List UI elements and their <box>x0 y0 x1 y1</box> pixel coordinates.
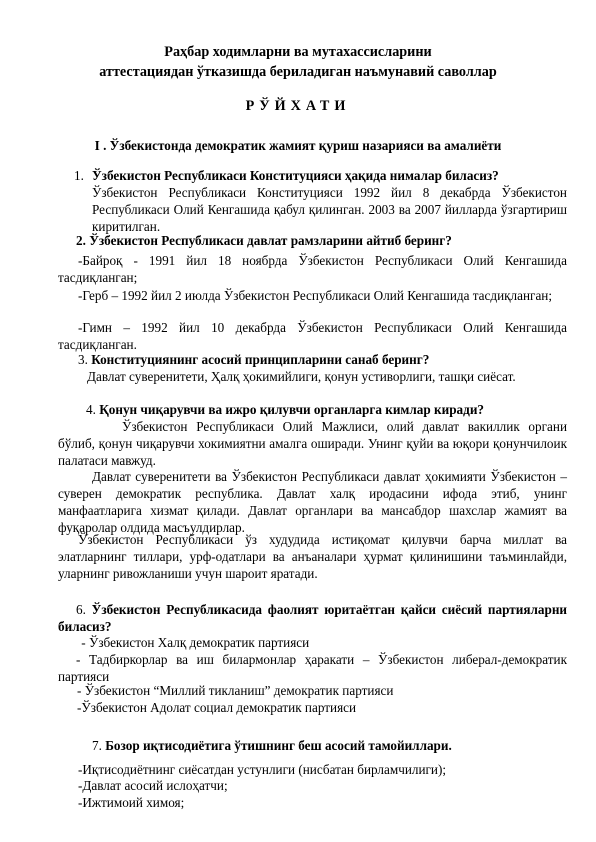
q7-number: 7. <box>92 738 102 753</box>
q2-question: Ўзбекистон Республикаси давлат рамзларини айтиб беринг? <box>89 233 452 248</box>
q4-paragraph-2: Давлат суверенитети ва Ўзбекистон Республикаси давлат ҳокимияти Ўзбекистон – суверен демократик республика. Давлат халқ иродасини ифода этиб, унинг манфаатларига хизмат қилади. Давлат органлари ва мансабдор шахслар жамият ва фуқаролар олдида масъулдирлар. <box>58 469 567 535</box>
q1-question: Ўзбекистон Республикаси Конституцияси ҳақида нималар биласиз? <box>92 168 499 183</box>
q4-question: Қонун чиқарувчи ва ижро қилувчи органларга кимлар киради? <box>99 402 485 417</box>
q3-heading <box>78 351 429 368</box>
q3-number: 3. <box>78 352 88 367</box>
q3-question: Конституциянинг асосий принципларини санаб беринг? <box>91 352 430 367</box>
q6-answer-2: - Тадбиркорлар ва иш билармонлар ҳаракати – Ўзбекистон либерал-демократик партияси <box>58 652 567 684</box>
q6-number: 6. <box>76 602 86 617</box>
q6-answer-4: -Ўзбекистон Адолат социал демократик партияси <box>77 700 357 715</box>
q6-question: Ўзбекистон Республикасида фаолият юритаётган қайси сиёсий партияларни биласиз? <box>58 602 568 634</box>
q2-answer-1: -Байроқ - 1991 йил 18 ноябрда Ўзбекистон Республикаси Олий Кенгашида тасдиқланган; <box>58 253 567 285</box>
q4-number: 4. <box>86 402 96 417</box>
q3-answer: Давлат суверенитети, Ҳалқ ҳокимийлиги, қонун устиворлиги, ташқи сиёсат. <box>87 369 516 384</box>
q7-answer-2: -Давлат асосий ислоҳатчи; <box>78 778 228 793</box>
q4-heading <box>86 401 484 418</box>
q7-heading <box>92 737 452 754</box>
q2-answer-3: -Гимн – 1992 йил 10 декабрда Ўзбекистон Республикаси Олий Кенгашида тасдиқланган. <box>58 320 567 352</box>
q1-item <box>92 167 567 235</box>
q7-answer-3: -Ижтимоий химоя; <box>78 795 185 810</box>
q4-paragraph-1: Ўзбекистон Республикаси Олий Мажлиси, олий давлат вакиллик органи бўлиб, қонун чиқарувчи хокимиятни амалга оширади. Унинг қуйи ва юқори қонунчилоик палатаси мавжуд. <box>58 419 567 468</box>
q1-number: 1. <box>74 168 84 183</box>
document-subtitle: РЎЙХАТИ <box>245 98 351 114</box>
title-line-2: аттестациядан ўтказишда бериладиган наъмунавий саволлар <box>99 64 497 80</box>
q2-heading <box>76 232 452 249</box>
q6-answer-1: - Ўзбекистон Халқ демократик партияси <box>78 635 310 650</box>
q6-answer-3: - Ўзбекистон “Миллий тикланиш” демократик партияси <box>77 683 394 698</box>
document-title <box>0 42 596 82</box>
q6-heading <box>58 601 567 635</box>
q1-answer: Ўзбекистон Республикаси Конституцияси 1992 йил 8 декабрда Ўзбекистон Республикаси Олий Кенгашида қабул қилинган. 2003 ва 2007 йилларда ўзгартириш киритилган. <box>92 185 567 234</box>
q2-number: 2. <box>76 233 86 248</box>
q7-answer-1: -Иқтисодиётнинг сиёсатдан устунлиги (нисбатан бирламчилиги); <box>78 762 447 777</box>
section-heading: I . Ўзбекистонда демократик жамият қуриш назарияси ва амалиёти <box>94 138 502 153</box>
q4-paragraph-3: Ўзбекистон Республикаси ўз худудида истиқомат қилувчи барча миллат ва элатларнинг тиллари, урф-одатлари ва анъаналари ҳурмат қилинишини таъминлайди, уларнинг ривожланиши учун шароит яратади. <box>58 532 567 581</box>
q7-question: Бозор иқтисодиётига ўтишнинг беш асосий тамойиллари. <box>105 738 452 753</box>
title-line-1: Раҳбар ходимларни ва мутахассисларини <box>164 44 432 60</box>
q2-answer-2: -Герб – 1992 йил 2 июлда Ўзбекистон Республикаси Олий Кенгашида тасдиқланган; <box>78 288 553 303</box>
